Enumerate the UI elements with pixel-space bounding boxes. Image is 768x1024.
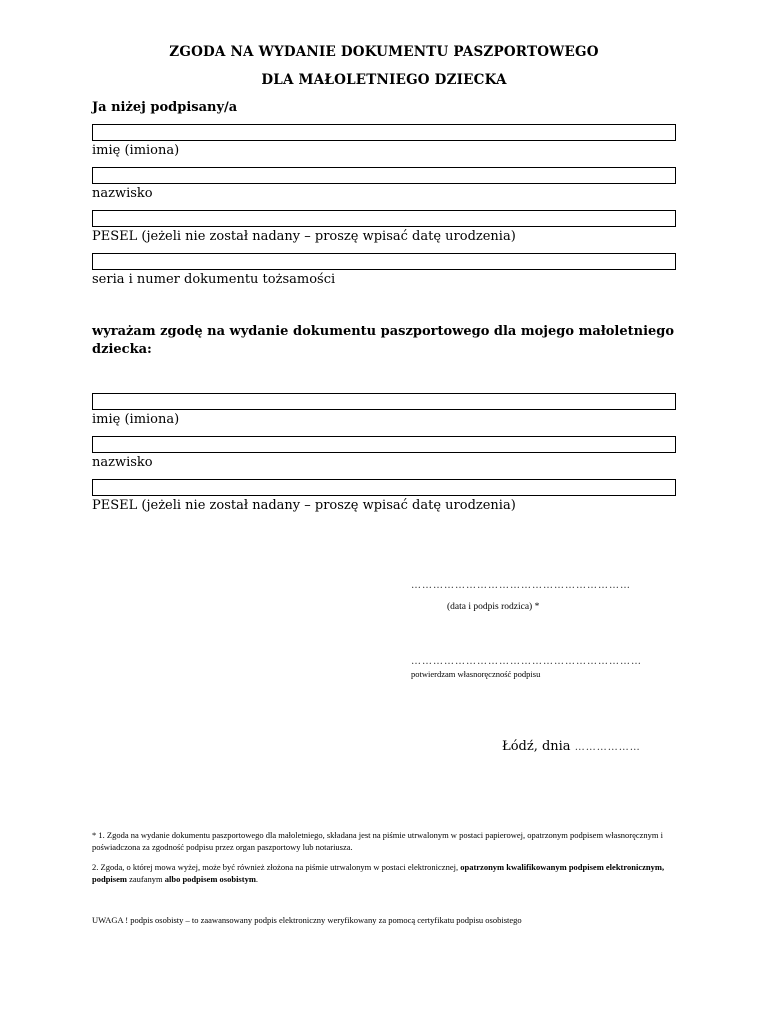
footnote-2-text-e: . [255, 874, 259, 884]
parent-first-name-label: imię (imiona) [92, 143, 180, 158]
parent-first-name-field[interactable] [92, 124, 676, 141]
parent-intro: Ja niżej podpisany/a [92, 100, 238, 115]
child-last-name-label: nazwisko [92, 455, 153, 470]
parent-signature-line[interactable]: …………………………………………………… [411, 580, 631, 591]
parent-pesel-field[interactable] [92, 210, 676, 227]
parent-signature-caption: (data i podpis rodzica) * [447, 602, 540, 612]
parent-id-document-field[interactable] [92, 253, 676, 270]
child-first-name-field[interactable] [92, 393, 676, 410]
footnote-2-text-c: zaufanym [126, 874, 165, 884]
place-date-line[interactable]: ……………… [574, 742, 641, 753]
parent-pesel-label: PESEL (jeżeli nie został nadany – proszę wpisać datę urodzenia) [92, 229, 516, 244]
authentication-signature-line[interactable]: ……………………………………………………… [411, 656, 642, 667]
authentication-caption: potwierdzam własnoręczność podpisu [411, 669, 541, 679]
child-pesel-field[interactable] [92, 479, 676, 496]
footnote-2 [92, 861, 682, 885]
child-pesel-label: PESEL (jeżeli nie został nadany – proszę wpisać datę urodzenia) [92, 498, 516, 513]
document-title-line1: ZGODA NA WYDANIE DOKUMENTU PASZPORTOWEGO [169, 44, 599, 60]
footnote-2-text-b: opatrzonym kwalifikowanym podpisem elektronicznym, podpisem [92, 862, 665, 884]
footnote-2-text-d: albo podpisem osobistym [164, 874, 256, 884]
child-first-name-label: imię (imiona) [92, 412, 180, 427]
document-title-line2: DLA MAŁOLETNIEGO DZIECKA [261, 72, 507, 88]
warning-note: UWAGA ! podpis osobisty – to zaawansowany podpis elektroniczny weryfikowany za pomocą certyfikatu podpisu osobistego [92, 915, 522, 925]
consent-statement-line2: dziecka: [92, 342, 152, 357]
consent-statement-line1: wyrażam zgodę na wydanie dokumentu paszportowego dla mojego małoletniego [92, 324, 675, 339]
place-date-label: Łódź, dnia [502, 739, 571, 754]
child-last-name-field[interactable] [92, 436, 676, 453]
parent-last-name-label: nazwisko [92, 186, 153, 201]
footnote-2-text-a: 2. Zgoda, o której mowa wyżej, może być również złożona na piśmie utrwalonym w postaci elektronicznej, [92, 862, 461, 872]
parent-id-document-label: seria i numer dokumentu tożsamości [92, 272, 336, 287]
place-date [502, 739, 641, 754]
parent-last-name-field[interactable] [92, 167, 676, 184]
footnote-1: * 1. Zgoda na wydanie dokumentu paszportowego dla małoletniego, składana jest na piśmie utrwalonym w postaci papierowej, opatrzonym podpisem własnoręcznym i poświadczona za zgodność podpisu przez organ paszportowy lub notariusza. [92, 830, 664, 852]
